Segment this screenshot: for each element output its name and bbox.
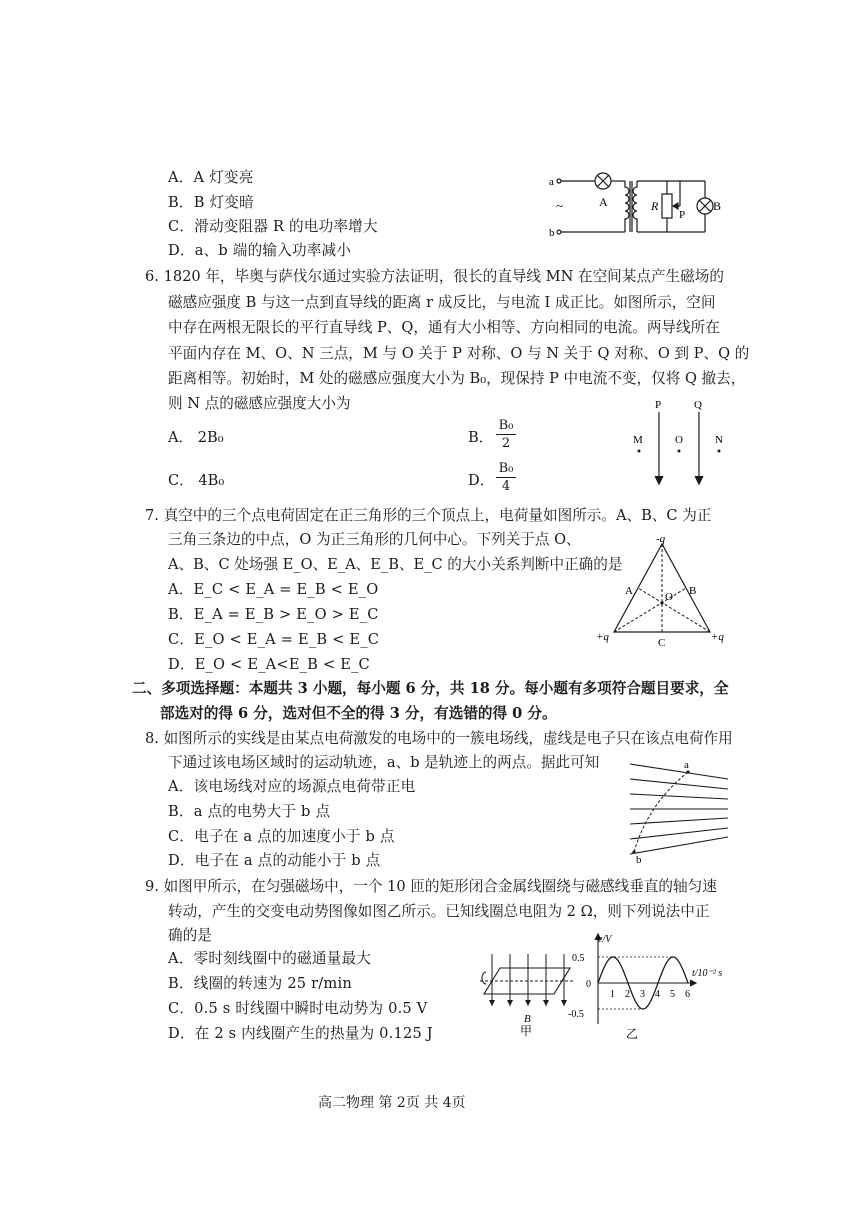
q6-label-m: M [633, 434, 643, 446]
q9-coil-figure [478, 950, 576, 1036]
q6-option-b-numerator: B₀ [498, 418, 514, 433]
q9-chart-ylabel: e/V [598, 934, 612, 945]
section-2-heading-cont: 部选对的得 6 分，选对但不全的得 3 分，有选错的得 0 分。 [160, 705, 557, 722]
q7-label-left: +q [596, 631, 609, 643]
q9-chart-xtick-label: 6 [685, 989, 690, 1000]
q9-chart-ytick-bottom: -0.5 [568, 1009, 584, 1020]
q8-option-d: D．电子在 a 点的动能小于 b 点 [168, 852, 381, 869]
q5-option-d: D．a、b 端的输入功率减小 [168, 242, 352, 259]
q9-emf-chart [568, 928, 738, 1040]
q9-label-jia: 甲 [520, 1024, 533, 1038]
q9-chart-xtick-label: 3 [640, 989, 645, 1000]
q7-line-2: 三角三条边的中点，O 为正三角形的几何中心。下列关于点 O、 [168, 531, 581, 548]
q7-option-c: C．E_O < E_A = E_B < E_C [168, 631, 380, 648]
q8-label-b: b [636, 854, 642, 866]
q7-label-o: O [665, 591, 673, 603]
fraction-bar [496, 477, 516, 478]
q5-option-a: A．A 灯变亮 [168, 169, 254, 186]
q6-option-d-denominator: 4 [501, 479, 511, 494]
q6-option-b-prefix: B． [468, 429, 494, 446]
q6-option-d-numerator: B₀ [498, 461, 514, 476]
q7-label-c: C [658, 637, 666, 649]
q5-label-b: b [549, 227, 555, 239]
q7-label-b: B [689, 585, 697, 597]
q5-label-lamp-a: A [599, 195, 608, 209]
q7-label-a: A [625, 585, 633, 597]
q9-chart-xtick-label: 2 [625, 989, 630, 1000]
q6-option-b-fraction [494, 418, 518, 451]
q9-line-2: 转动，产生的交变电动势图像如图乙所示。已知线圈总电阻为 2 Ω，则下列说法中正 [168, 903, 710, 920]
q6-wires-figure [625, 396, 735, 488]
q6-label-n: N [715, 434, 723, 446]
q6-line-4: 平面内存在 M、O、N 三点，M 与 O 关于 P 对称、O 与 N 关于 Q 对称、O 到 P、Q 的 [168, 345, 750, 362]
q9-chart-xtick-label: 1 [610, 989, 615, 1000]
q5-option-b: B．B 灯变暗 [168, 194, 254, 211]
q6-label-p: P [655, 399, 662, 411]
ac-source-icon: ~ [556, 198, 564, 213]
q7-label-right: +q [711, 631, 724, 643]
q7-triangle-figure [592, 532, 732, 652]
q6-label-q: Q [694, 399, 702, 411]
q9-label-b: B [524, 1013, 531, 1025]
q8-field-lines-figure [628, 754, 732, 866]
q9-line-3: 确的是 [168, 927, 212, 944]
q5-label-r: R [651, 199, 659, 213]
q8-option-a: A．该电场线对应的场源点电荷带正电 [168, 778, 416, 795]
q7-option-a: A．E_C < E_A = E_B < E_O [168, 581, 379, 598]
q7-line-3: A、B、C 处场强 E_O、E_A、E_B、E_C 的大小关系判断中正确的是 [168, 556, 623, 573]
q6-line-1: 6. 1820 年，毕奥与萨伐尔通过实验方法证明，很长的直导线 MN 在空间某点产生磁场的 [145, 268, 724, 285]
q6-option-d-fraction [494, 461, 518, 494]
q9-option-a: A．零时刻线圈中的磁通量最大 [168, 950, 372, 967]
page-footer: 高二物理 第 2页 共 4页 [318, 1095, 466, 1111]
q7-option-d: D．E_O < E_A<E_B < E_C [168, 656, 370, 673]
q9-chart-ytick-top: 0.5 [572, 953, 585, 964]
q9-label-yi: 乙 [626, 1027, 639, 1041]
q7-option-b: B．E_A = E_B > E_O > E_C [168, 606, 379, 623]
q8-line-2: 下通过该电场区域时的运动轨迹，a、b 是轨迹上的两点。据此可知 [168, 754, 600, 771]
q5-label-a: a [549, 176, 554, 188]
q6-option-c: C． 4B₀ [168, 472, 225, 489]
q9-option-c: C．0.5 s 时线圈中瞬时电动势为 0.5 V [168, 1000, 428, 1017]
q7-label-top: -q [656, 533, 666, 545]
q5-label-lamp-b: B [713, 199, 722, 213]
q6-line-6: 则 N 点的磁感应强度大小为 [168, 395, 351, 412]
q6-label-o: O [675, 434, 683, 446]
q7-line-1: 7. 真空中的三个点电荷固定在正三角形的三个顶点上，电荷量如图所示。A、B、C 为正 [145, 507, 712, 524]
q9-chart-xtick-label: 4 [655, 989, 660, 1000]
q8-option-b: B．a 点的电势大于 b 点 [168, 803, 331, 820]
q5-transformer-figure [549, 168, 725, 244]
q6-line-2: 磁感应强度 B 与这一点到直导线的距离 r 成反比，与电流 I 成正比。如图所示，空间 [168, 294, 716, 311]
q5-option-c: C．滑动变阻器 R 的电功率增大 [168, 218, 378, 235]
q8-option-c: C．电子在 a 点的加速度小于 b 点 [168, 828, 395, 845]
q6-option-b-denominator: 2 [501, 436, 511, 451]
q6-option-d-prefix: D． [468, 472, 495, 489]
q9-option-d: D．在 2 s 内线圈产生的热量为 0.125 J [168, 1025, 433, 1042]
q9-chart-xlabel: t/10⁻² s [692, 968, 723, 979]
q5-label-p: P [679, 209, 686, 221]
q9-line-1: 9. 如图甲所示，在匀强磁场中，一个 10 匝的矩形闭合金属线圈绕与磁感线垂直的轴匀速 [145, 878, 717, 895]
q8-label-a: a [684, 759, 689, 771]
q6-option-a: A． 2B₀ [168, 429, 224, 446]
fraction-bar [496, 434, 516, 435]
q6-line-5: 距离相等。初始时，M 处的磁感应强度大小为 B₀，现保持 P 中电流不变，仅将 Q 撤去， [168, 370, 746, 387]
section-2-heading: 二、多项选择题：本题共 3 小题，每小题 6 分，共 18 分。每小题有多项符合题目要求，全 [132, 680, 729, 697]
q9-chart-xtick-label: 5 [670, 989, 675, 1000]
q6-line-3: 中存在两根无限长的平行直导线 P、Q，通有大小相等、方向相同的电流。两导线所在 [168, 319, 720, 336]
q9-chart-origin: 0 [586, 979, 591, 990]
q8-line-1: 8. 如图所示的实线是由某点电荷激发的电场中的一簇电场线，虚线是电子只在该点电荷作用 [145, 730, 733, 747]
q9-option-b: B．线圈的转速为 25 r/min [168, 975, 352, 992]
